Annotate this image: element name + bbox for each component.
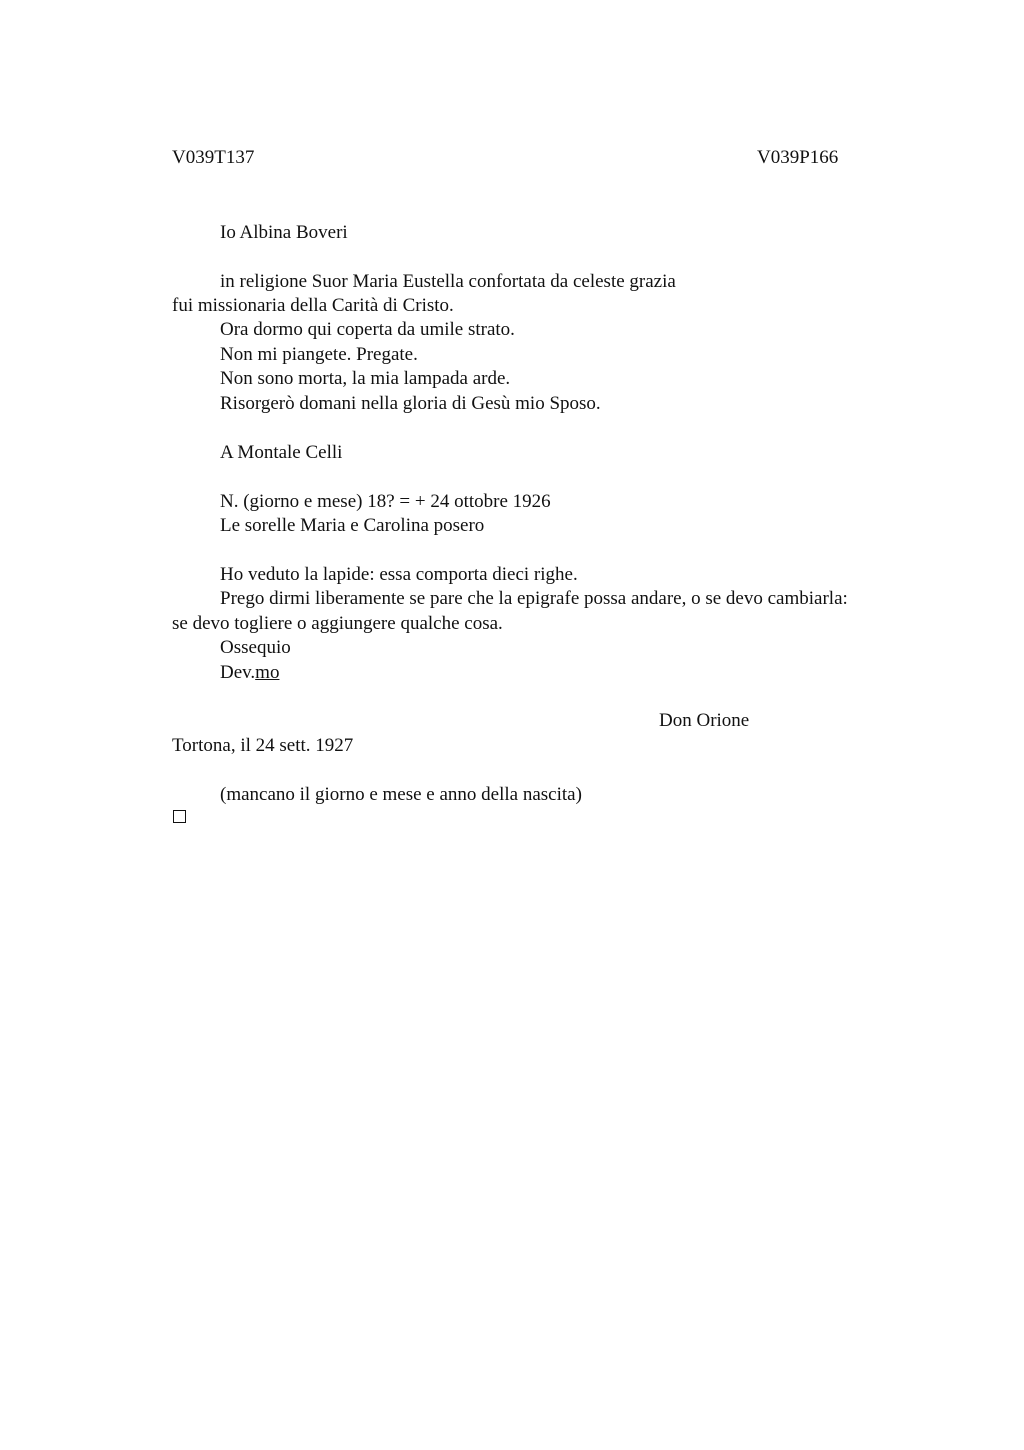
header-left-code: V039T137	[172, 147, 255, 168]
letter-line-request-cont: se devo togliere o aggiungere qualche cosa.	[172, 613, 503, 634]
editor-note: (mancano il giorno e mese e anno della nascita)	[220, 784, 582, 805]
letter-line-stone: Ho veduto la lapide: essa comporta dieci righe.	[220, 564, 578, 585]
epigraph-line-name: Io Albina Boveri	[220, 222, 348, 243]
letter-place-date: Tortona, il 24 sett. 1927	[172, 735, 354, 756]
letter-devotion-suffix: mo	[255, 662, 280, 683]
epigraph-line-pray: Non mi piangete. Pregate.	[220, 344, 418, 365]
epigraph-line-religion: in religione Suor Maria Eustella confortata da celeste grazia	[220, 271, 676, 292]
epigraph-line-place: A Montale Celli	[220, 442, 343, 463]
epigraph-line-sleep: Ora dormo qui coperta da umile strato.	[220, 319, 515, 340]
epigraph-line-missionary: fui missionaria della Carità di Cristo.	[172, 295, 454, 316]
letter-line-request: Prego dirmi liberamente se pare che la epigrafe possa andare, o se devo cambiarla:	[220, 588, 848, 609]
epigraph-line-resurrection: Risorgerò domani nella gloria di Gesù mio Sposo.	[220, 393, 601, 414]
epigraph-line-lamp: Non sono morta, la mia lampada arde.	[220, 368, 511, 389]
header-right-code: V039P166	[757, 147, 839, 168]
epigraph-line-sisters: Le sorelle Maria e Carolina posero	[220, 515, 485, 536]
letter-devotion-prefix: Dev.	[220, 662, 256, 683]
square-box-icon	[173, 810, 186, 823]
letter-devotion	[220, 661, 279, 685]
letter-greeting: Ossequio	[220, 637, 291, 658]
letter-signature: Don Orione	[659, 710, 750, 731]
epigraph-line-dates: N. (giorno e mese) 18? = + 24 ottobre 1926	[220, 491, 551, 512]
